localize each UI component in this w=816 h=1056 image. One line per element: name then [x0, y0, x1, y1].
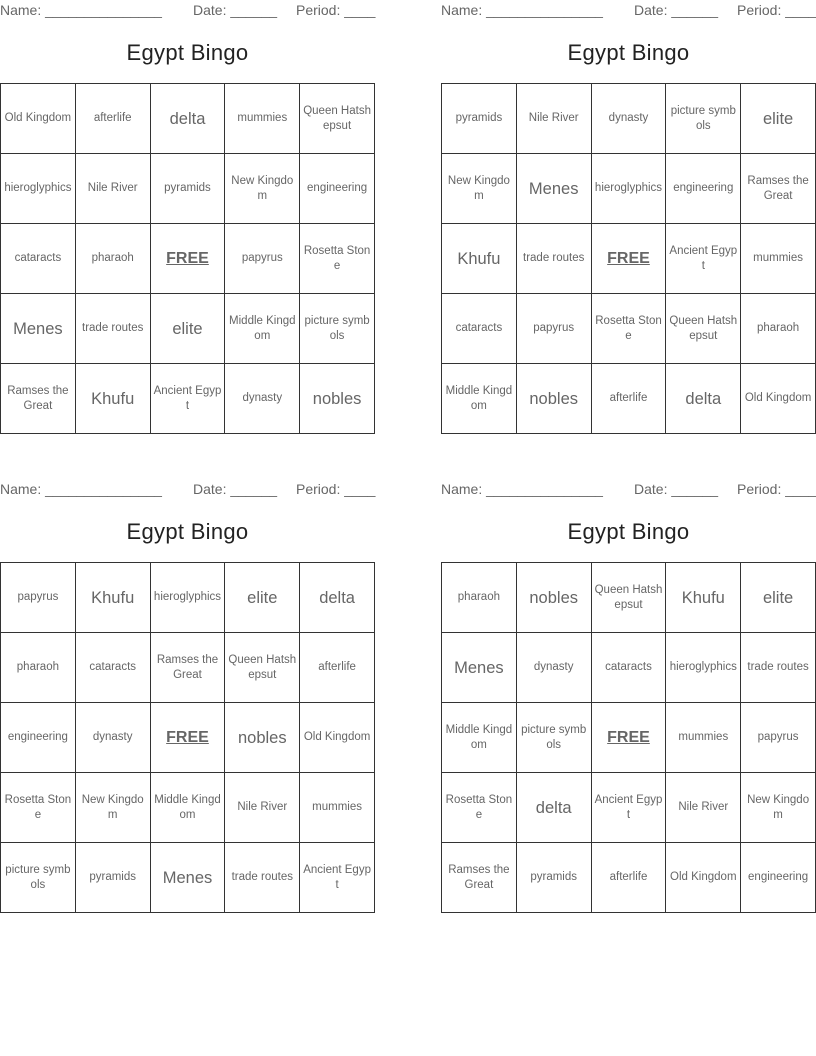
bingo-cell: trade routes [741, 633, 816, 703]
bingo-cell: Khufu [666, 563, 741, 633]
bingo-cell: Menes [442, 633, 517, 703]
bingo-cell: pyramids [76, 843, 151, 913]
bingo-cell: Ramses the Great [151, 633, 226, 703]
bingo-cell: Old Kingdom [1, 84, 76, 154]
bingo-cell: hieroglyphics [151, 563, 226, 633]
bingo-cell: delta [300, 563, 375, 633]
student-info-line [441, 2, 816, 20]
bingo-cell: Nile River [76, 154, 151, 224]
bingo-cell: pharaoh [442, 563, 517, 633]
free-space-cell: FREE [151, 224, 226, 294]
bingo-cell: Ramses the Great [442, 843, 517, 913]
bingo-cell: Queen Hatshepsut [225, 633, 300, 703]
date-field: Date: ______ [193, 481, 278, 497]
bingo-cell: afterlife [592, 843, 667, 913]
bingo-grid [0, 562, 375, 913]
bingo-cell: engineering [300, 154, 375, 224]
bingo-cell: Nile River [517, 84, 592, 154]
bingo-cell: pyramids [517, 843, 592, 913]
bingo-cell: dynasty [76, 703, 151, 773]
bingo-cell: afterlife [592, 364, 667, 434]
bingo-cell: nobles [517, 364, 592, 434]
bingo-grid [441, 562, 816, 913]
bingo-cell: delta [517, 773, 592, 843]
bingo-cell: papyrus [1, 563, 76, 633]
bingo-cell: engineering [741, 843, 816, 913]
bingo-cell: Queen Hatshepsut [666, 294, 741, 364]
bingo-cell: delta [666, 364, 741, 434]
period-field: Period: ____ [296, 2, 376, 18]
card-title: Egypt Bingo [126, 519, 249, 544]
bingo-cell: hieroglyphics [592, 154, 667, 224]
student-info-line [0, 481, 375, 499]
bingo-cell: Ancient Egypt [300, 843, 375, 913]
card-title: Egypt Bingo [567, 519, 690, 544]
bingo-cell: pyramids [151, 154, 226, 224]
bingo-cell: mummies [300, 773, 375, 843]
bingo-cell: delta [151, 84, 226, 154]
bingo-cell: Queen Hatshepsut [592, 563, 667, 633]
bingo-cell: Old Kingdom [300, 703, 375, 773]
bingo-cell: engineering [666, 154, 741, 224]
bingo-card-1 [0, 0, 375, 440]
bingo-cell: New Kingdom [741, 773, 816, 843]
bingo-cell: mummies [225, 84, 300, 154]
card-title: Egypt Bingo [567, 40, 690, 65]
free-space-cell: FREE [592, 224, 667, 294]
name-field: Name: _______________ [0, 2, 162, 18]
student-info-line [0, 2, 375, 20]
bingo-cell: Ancient Egypt [151, 364, 226, 434]
bingo-cell: mummies [666, 703, 741, 773]
bingo-cell: pharaoh [1, 633, 76, 703]
period-field: Period: ____ [737, 2, 816, 18]
bingo-cell: picture symbols [517, 703, 592, 773]
bingo-cell: engineering [1, 703, 76, 773]
bingo-cell: trade routes [225, 843, 300, 913]
bingo-cell: cataracts [592, 633, 667, 703]
bingo-cell: Nile River [225, 773, 300, 843]
bingo-cell: Old Kingdom [741, 364, 816, 434]
bingo-cell: Ramses the Great [741, 154, 816, 224]
bingo-cell: dynasty [517, 633, 592, 703]
bingo-cell: Middle Kingdom [151, 773, 226, 843]
bingo-cell: mummies [741, 224, 816, 294]
name-field: Name: _______________ [441, 2, 603, 18]
bingo-cell: nobles [225, 703, 300, 773]
bingo-grid [441, 83, 816, 434]
name-field: Name: _______________ [441, 481, 603, 497]
bingo-cell: trade routes [76, 294, 151, 364]
bingo-cell: Old Kingdom [666, 843, 741, 913]
date-field: Date: ______ [634, 2, 719, 18]
bingo-card-2 [441, 0, 816, 440]
bingo-cell: pyramids [442, 84, 517, 154]
bingo-cell: elite [741, 84, 816, 154]
bingo-cell: papyrus [741, 703, 816, 773]
bingo-cell: Menes [151, 843, 226, 913]
bingo-cell: papyrus [517, 294, 592, 364]
date-field: Date: ______ [634, 481, 719, 497]
bingo-cell: picture symbols [1, 843, 76, 913]
bingo-cell: papyrus [225, 224, 300, 294]
bingo-cell: Rosetta Stone [592, 294, 667, 364]
bingo-cell: dynasty [592, 84, 667, 154]
bingo-cell: Rosetta Stone [1, 773, 76, 843]
name-field: Name: _______________ [0, 481, 162, 497]
bingo-grid [0, 83, 375, 434]
bingo-cell: hieroglyphics [666, 633, 741, 703]
bingo-cell: Middle Kingdom [442, 703, 517, 773]
bingo-cell: Ancient Egypt [666, 224, 741, 294]
period-field: Period: ____ [296, 481, 376, 497]
bingo-cell: New Kingdom [442, 154, 517, 224]
bingo-card-4 [441, 479, 816, 919]
period-field: Period: ____ [737, 481, 816, 497]
bingo-cell: Khufu [76, 364, 151, 434]
bingo-cell: Menes [517, 154, 592, 224]
bingo-cell: nobles [517, 563, 592, 633]
bingo-cell: Middle Kingdom [442, 364, 517, 434]
bingo-cell: cataracts [442, 294, 517, 364]
bingo-cell: afterlife [76, 84, 151, 154]
bingo-cell: cataracts [76, 633, 151, 703]
bingo-cell: elite [225, 563, 300, 633]
bingo-cell: Khufu [76, 563, 151, 633]
bingo-cell: Rosetta Stone [442, 773, 517, 843]
free-space-cell: FREE [592, 703, 667, 773]
bingo-cell: Ancient Egypt [592, 773, 667, 843]
bingo-cell: Khufu [442, 224, 517, 294]
bingo-cell: pharaoh [76, 224, 151, 294]
bingo-cell: Menes [1, 294, 76, 364]
bingo-cell: New Kingdom [76, 773, 151, 843]
bingo-cell: hieroglyphics [1, 154, 76, 224]
bingo-cell: Nile River [666, 773, 741, 843]
bingo-cell: nobles [300, 364, 375, 434]
bingo-cell: elite [151, 294, 226, 364]
bingo-cell: Queen Hatshepsut [300, 84, 375, 154]
bingo-cell: Ramses the Great [1, 364, 76, 434]
bingo-cell: cataracts [1, 224, 76, 294]
bingo-cell: afterlife [300, 633, 375, 703]
free-space-cell: FREE [151, 703, 226, 773]
bingo-card-3 [0, 479, 375, 919]
bingo-cell: pharaoh [741, 294, 816, 364]
bingo-cell: Rosetta Stone [300, 224, 375, 294]
date-field: Date: ______ [193, 2, 278, 18]
bingo-cell: picture symbols [300, 294, 375, 364]
bingo-cell: trade routes [517, 224, 592, 294]
bingo-cell: dynasty [225, 364, 300, 434]
bingo-cell: Middle Kingdom [225, 294, 300, 364]
student-info-line [441, 481, 816, 499]
card-title: Egypt Bingo [126, 40, 249, 65]
bingo-cell: elite [741, 563, 816, 633]
bingo-cell: New Kingdom [225, 154, 300, 224]
bingo-cell: picture symbols [666, 84, 741, 154]
